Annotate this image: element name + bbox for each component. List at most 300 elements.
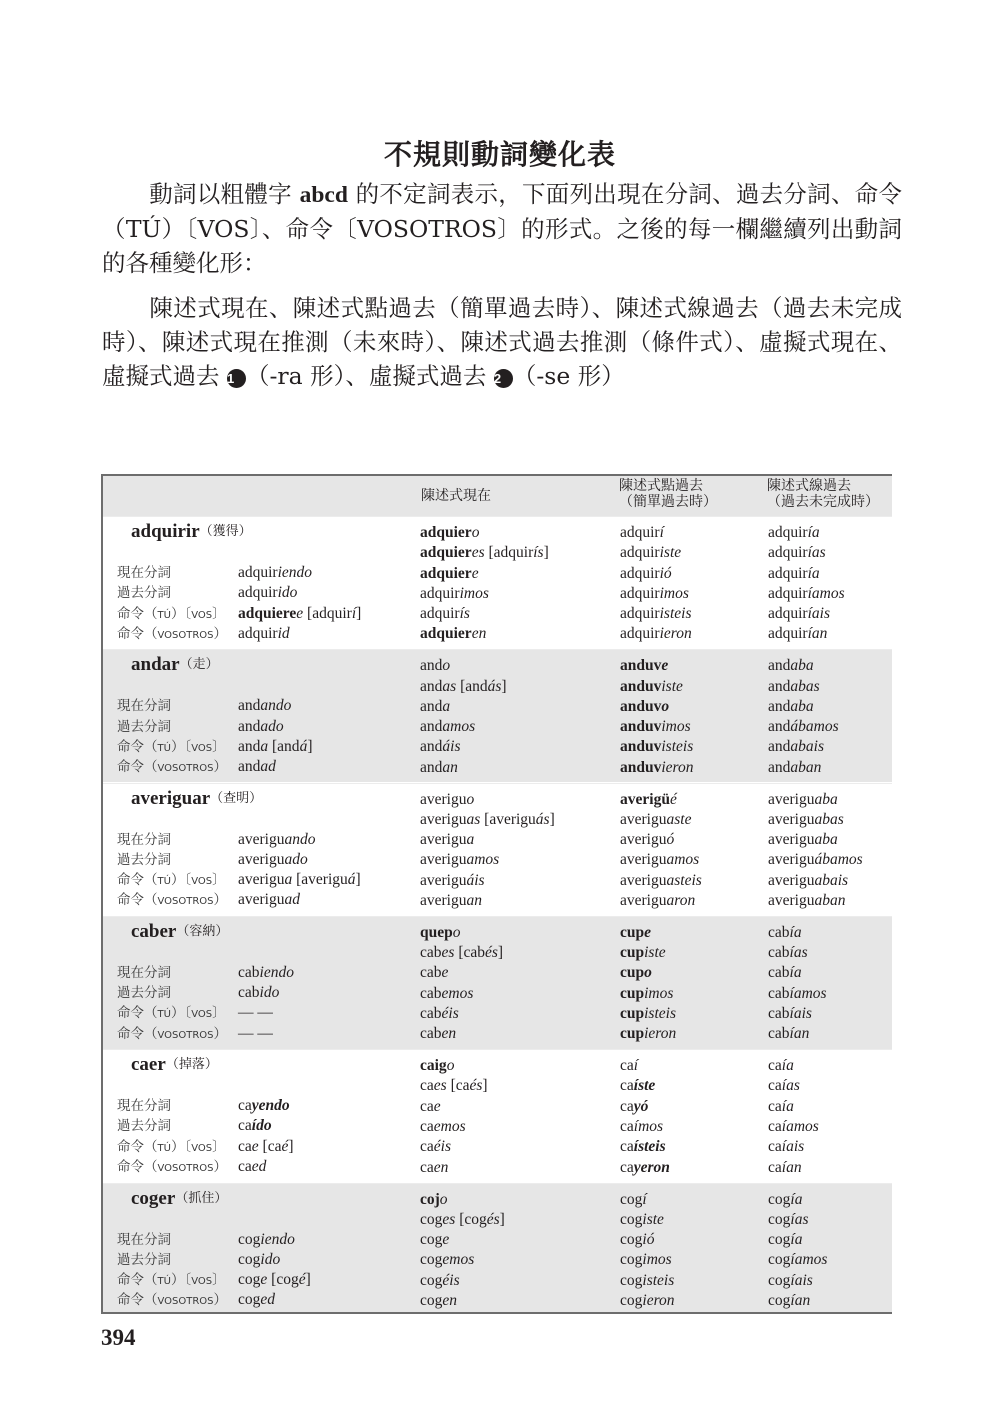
form-segment: averigu <box>768 810 815 828</box>
form-preterite <box>620 891 702 911</box>
form-segment: averigu <box>620 831 667 849</box>
form-segment: ías <box>790 1210 809 1228</box>
form-segment: ado <box>260 717 284 735</box>
form-preterite <box>620 1097 670 1117</box>
form-participles <box>238 1157 294 1177</box>
form-segment: ía <box>789 923 802 941</box>
form-segment: ían <box>790 1291 811 1309</box>
label-part: VOS <box>191 742 213 754</box>
infinitive-text: adquirir <box>131 521 200 542</box>
form-segment: ] <box>356 604 362 622</box>
form-segment: ieron <box>644 1025 677 1043</box>
form-imperfect <box>768 830 863 850</box>
form-segment: ía <box>781 1097 794 1115</box>
label-part: 〕 <box>212 1005 226 1022</box>
form-participles <box>238 850 361 870</box>
form-preterite <box>620 1190 675 1210</box>
form-present <box>420 1004 503 1024</box>
form-segment: és <box>486 1210 500 1228</box>
form-segment: ía <box>807 524 820 541</box>
label-past-participle <box>117 583 171 603</box>
form-segment: averigu <box>620 810 667 828</box>
imperfect-column <box>768 656 839 778</box>
circled-number-1-icon: 1 <box>227 369 246 388</box>
form-segment: íamos <box>807 584 845 602</box>
label-part: 過去分詞 <box>117 1251 171 1268</box>
present-column <box>420 656 507 778</box>
form-segment: ía <box>781 1057 794 1075</box>
form-segment: cup <box>620 944 645 962</box>
form-present <box>420 758 507 778</box>
tenses-text-2: （-ra 形）、虛擬式過去 <box>245 362 494 390</box>
infinitive-text: andar <box>131 654 180 676</box>
form-present <box>420 790 555 810</box>
form-participles <box>238 563 361 583</box>
form-segment: ca <box>620 1077 634 1095</box>
form-segment: iste <box>642 1210 664 1228</box>
form-segment: adquir <box>768 625 808 643</box>
form-segment: yendo <box>251 1097 290 1115</box>
form-segment: ando <box>284 830 316 848</box>
participle-column <box>238 1096 294 1177</box>
form-participles <box>238 1003 294 1023</box>
form-segment: adquir <box>768 584 808 602</box>
form-participles <box>238 890 361 910</box>
form-preterite <box>620 656 694 676</box>
form-segment: imos <box>659 584 689 602</box>
label-part: 命令（ <box>117 738 158 755</box>
form-segment: adquir <box>620 584 660 602</box>
form-imperfect <box>768 1097 819 1117</box>
form-present <box>420 584 549 604</box>
verb-infinitive <box>131 521 252 543</box>
form-segment: adquier <box>420 524 472 541</box>
form-present <box>420 963 503 983</box>
form-present <box>420 1230 505 1250</box>
form-segment: cab <box>420 964 442 982</box>
form-segment: ido <box>260 1250 281 1268</box>
form-segment: adquir <box>620 544 660 562</box>
imperfect-column <box>768 790 863 912</box>
present-column <box>420 1190 505 1312</box>
present-column <box>420 1056 488 1178</box>
label-part: 過去分詞 <box>117 718 171 735</box>
form-segment: and <box>420 657 443 675</box>
form-imperfect <box>768 850 863 870</box>
form-preterite <box>620 1056 670 1076</box>
form-segment: iendo <box>259 963 294 981</box>
label-part: VOS <box>191 609 213 621</box>
imperfect-column <box>768 523 845 645</box>
verb-block <box>103 1183 892 1313</box>
form-segment: iste <box>644 944 666 962</box>
form-segment: éis <box>441 1005 459 1023</box>
label-part: VOS <box>191 1009 213 1021</box>
form-segment: ca <box>420 1158 434 1176</box>
form-segment: ca <box>238 1137 252 1155</box>
form-present <box>420 1137 488 1157</box>
label-present-participle <box>117 1096 171 1116</box>
label-imperative-tu-vos <box>117 1270 226 1292</box>
form-segment: iste <box>659 544 682 562</box>
form-preterite <box>620 830 702 850</box>
label-part: ） <box>213 1292 228 1309</box>
form-segment: asteis <box>666 871 702 889</box>
form-segment: and <box>768 657 791 675</box>
form-segment: ído <box>251 1117 272 1135</box>
verb-gloss: （走） <box>179 657 219 673</box>
form-segment: ís <box>459 605 470 623</box>
form-segment: í <box>659 524 664 541</box>
form-segment: ca <box>768 1138 782 1156</box>
label-part: 現在分詞 <box>117 831 171 848</box>
form-segment: [averigu <box>292 871 348 889</box>
form-segment: ía <box>790 1231 803 1249</box>
form-segment: adquir <box>420 584 460 602</box>
form-imperfect <box>768 1210 827 1230</box>
form-segment: o <box>471 524 480 541</box>
form-segment: e <box>296 604 304 622</box>
label-part: 命令（ <box>117 605 158 622</box>
form-participles <box>238 583 361 603</box>
label-part: VOSOTROS <box>157 1163 214 1175</box>
imperfect-column <box>768 923 827 1045</box>
form-segment: and <box>768 738 791 756</box>
form-segment: [cog <box>455 1210 487 1228</box>
form-segment: amos <box>442 718 476 736</box>
form-segment: cog <box>768 1291 791 1309</box>
form-segment: isteis <box>659 605 692 623</box>
form-segment: ed <box>260 1291 276 1309</box>
label-imperative-tu-vos <box>117 1137 226 1159</box>
form-imperfect <box>768 1271 827 1291</box>
form-preterite <box>620 1271 675 1291</box>
form-segment: cog <box>420 1251 443 1269</box>
form-segment: e <box>260 1271 268 1289</box>
form-segment: e <box>441 964 449 982</box>
form-segment: amos <box>466 851 500 869</box>
form-present <box>420 1056 488 1076</box>
header-preterite-line2: （簡單過去時） <box>619 494 717 510</box>
form-segment: í <box>351 604 357 622</box>
label-part: VOSOTROS <box>157 896 214 908</box>
form-imperfect <box>768 584 845 604</box>
form-preterite <box>620 604 692 624</box>
label-present-participle <box>117 1230 171 1250</box>
participle-column <box>238 830 361 911</box>
form-segment: cab <box>768 944 790 962</box>
label-present-participle <box>117 563 171 583</box>
form-segment: cab <box>768 1005 790 1023</box>
participle-column <box>238 563 361 644</box>
table-header <box>103 476 892 516</box>
verb-block <box>103 783 892 916</box>
form-segment: íais <box>790 1271 813 1289</box>
form-present <box>420 810 555 830</box>
form-segment: aban <box>814 892 846 910</box>
label-imperative-tu-vos <box>117 604 226 626</box>
verb-block <box>103 1049 892 1182</box>
tenses-text-3: （-se 形） <box>512 362 625 390</box>
intro-bold-example: abcd <box>299 182 348 208</box>
form-segment: aba <box>790 657 814 675</box>
form-segment: ís <box>533 544 544 562</box>
form-segment: cog <box>768 1271 791 1289</box>
form-preterite <box>620 1137 670 1157</box>
infinitive-text: coger <box>131 1187 176 1209</box>
form-segment: íamos <box>789 984 827 1002</box>
form-preterite <box>620 1158 670 1178</box>
form-imperfect <box>768 943 827 963</box>
form-segment: quep <box>420 923 453 941</box>
form-segment: a <box>466 831 475 849</box>
form-segment: ábamos <box>814 851 863 869</box>
infinitive-text: caber <box>131 920 177 942</box>
form-segment: e <box>433 1097 441 1115</box>
form-segment: ca <box>768 1057 782 1075</box>
form-segment: adquiere <box>238 604 297 622</box>
verb-block <box>103 649 892 782</box>
verb-infinitive <box>131 1188 227 1210</box>
form-preterite <box>620 871 702 891</box>
form-segment: averigu <box>768 831 815 849</box>
label-present-participle <box>117 696 171 716</box>
form-segment: ad <box>260 758 276 776</box>
form-segment: aba <box>814 790 838 808</box>
label-part: TÚ <box>157 1009 171 1021</box>
form-participles <box>238 983 294 1003</box>
form-segment: íamos <box>790 1251 828 1269</box>
form-preterite <box>620 737 694 757</box>
form-segment: ido <box>277 584 298 602</box>
form-segment: adquir <box>620 625 660 643</box>
tenses-paragraph <box>102 291 902 393</box>
form-imperfect <box>768 1137 819 1157</box>
form-segment: cab <box>420 944 442 962</box>
form-segment: ió <box>659 564 672 582</box>
form-imperfect <box>768 923 827 943</box>
form-segment: averigu <box>238 871 285 889</box>
form-segment: and <box>768 758 791 776</box>
label-part: ）〔 <box>170 1272 192 1289</box>
form-segment: ] <box>307 737 313 755</box>
form-segment: [adquir <box>484 544 534 562</box>
form-present <box>420 850 555 870</box>
form-segment: averigu <box>420 831 467 849</box>
form-preterite <box>620 810 702 830</box>
form-imperfect <box>768 891 863 911</box>
form-segment: coj <box>420 1190 440 1208</box>
label-imperative-tu-vos <box>117 737 226 759</box>
form-segment: á <box>347 871 356 889</box>
form-segment: a <box>284 871 293 889</box>
form-segment: ó <box>666 831 675 849</box>
verb-infinitive <box>131 1054 218 1076</box>
form-segment: ado <box>284 850 308 868</box>
form-preterite <box>620 624 692 644</box>
form-segment: es <box>442 1210 456 1228</box>
form-segment: á <box>299 737 308 755</box>
form-imperfect <box>768 564 845 584</box>
form-segment: cog <box>420 1271 443 1289</box>
verb-infinitive <box>131 921 228 943</box>
form-present <box>420 656 507 676</box>
form-segment: [adquir <box>303 604 352 622</box>
form-segment: ] <box>482 1077 488 1095</box>
form-present <box>420 737 507 757</box>
form-segment: ías <box>781 1077 800 1095</box>
form-segment: é <box>669 790 677 808</box>
form-segment: ca <box>768 1077 782 1095</box>
circled-number-2-icon: 2 <box>494 369 513 388</box>
form-segment: adquir <box>620 524 660 541</box>
form-imperfect <box>768 523 845 543</box>
form-segment: ieron <box>642 1291 675 1309</box>
form-present <box>420 1076 488 1096</box>
form-imperfect <box>768 717 839 737</box>
label-part: ）〔 <box>170 872 192 889</box>
form-participles <box>238 1230 311 1250</box>
form-segment: and <box>768 697 791 715</box>
form-imperfect <box>768 543 845 563</box>
preterite-column <box>620 923 676 1045</box>
form-segment: ca <box>768 1158 782 1176</box>
form-segment: es <box>441 944 455 962</box>
form-segment: en <box>442 1291 458 1309</box>
form-segment: cog <box>238 1271 261 1289</box>
form-segment: ía <box>790 1190 803 1208</box>
form-segment: adquir <box>768 564 808 582</box>
intro-text-2: 的不定詞表示，下面列出現在分詞、過去分詞、命令（TÚ）〔VOS〕、命令〔VOSOTROS〕的形式。之後的每一欄繼續列出動詞的各種變化形： <box>102 180 902 277</box>
form-participles <box>238 737 312 757</box>
form-segment: ando <box>260 697 292 715</box>
form-segment: [cog <box>267 1271 299 1289</box>
label-part: 現在分詞 <box>117 565 171 581</box>
label-part: 命令（ <box>117 759 158 776</box>
verb-gloss: （掉落） <box>165 1057 218 1073</box>
form-participles <box>238 1024 294 1044</box>
label-part: VOSOTROS <box>157 1029 214 1041</box>
form-segment: [and <box>268 737 300 755</box>
form-segment: averigu <box>420 871 467 889</box>
preterite-column <box>620 523 692 645</box>
label-part: 〕 <box>212 738 226 755</box>
form-present <box>420 677 507 697</box>
form-imperfect <box>768 1004 827 1024</box>
label-past-participle <box>117 850 171 870</box>
form-present <box>420 697 507 717</box>
label-part: 〕 <box>212 605 226 622</box>
form-imperfect <box>768 624 845 644</box>
label-part: 命令（ <box>117 1025 158 1042</box>
label-part: ） <box>213 759 228 776</box>
label-part: 過去分詞 <box>117 585 171 602</box>
form-participles <box>238 624 361 644</box>
form-segment: ca <box>238 1117 252 1135</box>
form-imperfect <box>768 790 863 810</box>
label-part: 現在分詞 <box>117 1098 171 1115</box>
form-segment: adquir <box>768 605 808 623</box>
form-segment: adquir <box>238 624 278 642</box>
form-segment: cog <box>620 1231 643 1249</box>
form-segment: a <box>442 697 451 715</box>
form-imperfect <box>768 1291 827 1311</box>
form-segment: aba <box>790 697 814 715</box>
form-segment: isteis <box>661 738 694 756</box>
label-part: VOS <box>191 1142 213 1154</box>
form-preterite <box>620 717 694 737</box>
form-segment: ca <box>238 1158 252 1176</box>
form-segment: cab <box>768 923 790 941</box>
form-segment: abas <box>790 677 820 695</box>
form-segment: [cab <box>454 944 485 962</box>
label-part: VOS <box>191 1276 213 1288</box>
form-segment: ía <box>807 564 820 582</box>
label-part: ） <box>213 1159 228 1176</box>
form-imperfect <box>768 1117 819 1137</box>
label-part: TÚ <box>157 742 171 754</box>
label-part: 現在分詞 <box>117 1231 171 1248</box>
form-segment: ] <box>355 871 361 889</box>
label-part: 命令（ <box>117 1005 158 1022</box>
form-participles <box>238 696 312 716</box>
form-segment: o <box>446 1057 455 1075</box>
form-segment: emos <box>441 984 474 1002</box>
form-segment: cup <box>620 1005 645 1023</box>
form-preterite <box>620 1291 675 1311</box>
header-imperfect <box>767 478 879 510</box>
form-segment: cog <box>620 1251 643 1269</box>
form-segment: ca <box>420 1118 434 1136</box>
label-part: VOSOTROS <box>157 763 214 775</box>
label-part: 命令（ <box>117 1138 158 1155</box>
form-imperfect <box>768 984 827 1004</box>
form-present <box>420 543 549 563</box>
form-segment: and <box>768 677 791 695</box>
form-preterite <box>620 1117 670 1137</box>
form-segment: and <box>238 737 261 755</box>
form-imperfect <box>768 1230 827 1250</box>
verb-infinitive <box>131 788 262 810</box>
label-part: 命令（ <box>117 1272 158 1289</box>
label-imperative-vosotros <box>117 1157 227 1179</box>
form-imperfect <box>768 677 839 697</box>
form-segment: cog <box>768 1231 791 1249</box>
form-segment: imos <box>642 1251 672 1269</box>
form-present <box>420 1158 488 1178</box>
verb-gloss: （容納） <box>176 923 229 939</box>
form-segment: o <box>439 1190 448 1208</box>
form-segment: ían <box>789 1025 810 1043</box>
form-segment: abais <box>790 738 824 756</box>
form-segment: averigu <box>420 790 467 808</box>
form-segment: ca <box>420 1097 434 1115</box>
form-segment: ieron <box>659 625 692 643</box>
form-segment: íais <box>789 1005 812 1023</box>
form-segment: cog <box>620 1210 643 1228</box>
form-segment: cog <box>238 1250 261 1268</box>
form-segment: o <box>442 657 451 675</box>
form-segment: ca <box>238 1097 252 1115</box>
form-preterite <box>620 677 694 697</box>
participle-column <box>238 1230 311 1311</box>
label-present-participle <box>117 830 171 850</box>
label-part: 現在分詞 <box>117 698 171 715</box>
form-present <box>420 1291 505 1311</box>
form-segment: [ca <box>446 1077 470 1095</box>
label-part: TÚ <box>157 1276 171 1288</box>
form-segment: — — <box>238 1024 273 1042</box>
